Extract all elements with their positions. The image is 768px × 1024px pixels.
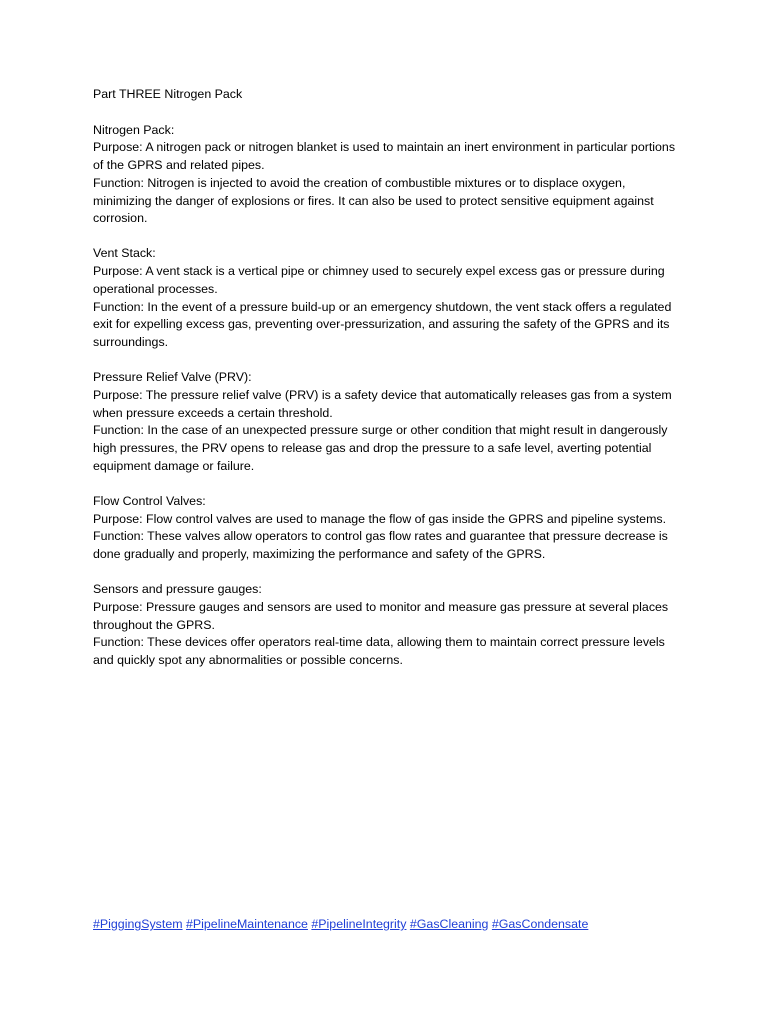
hashtag-link-pigging-system[interactable]: #PiggingSystem xyxy=(93,917,183,931)
hashtag-link-gas-cleaning[interactable]: #GasCleaning xyxy=(409,917,489,931)
section-heading: Nitrogen Pack: xyxy=(93,122,175,137)
section-vent-stack xyxy=(93,245,683,351)
section-purpose: Purpose: A vent stack is a vertical pipe or chimney used to securely expel excess gas or pressure during operational processes. xyxy=(93,264,665,296)
section-nitrogen-pack xyxy=(93,122,683,228)
section-function: Function: These valves allow operators to control gas flow rates and guarantee that pressure decrease is done gradually and properly, maximizing the performance and safety of the GPRS. xyxy=(93,529,668,561)
section-purpose: Purpose: Flow control valves are used to manage the flow of gas inside the GPRS and pipeline systems. xyxy=(93,511,667,526)
section-function: Function: These devices offer operators real-time data, allowing them to maintain correct pressure levels and quickly spot any abnormalities or possible concerns. xyxy=(93,635,665,667)
section-sensors-gauges xyxy=(93,581,683,670)
section-heading: Vent Stack: xyxy=(93,246,156,261)
hashtag-link-gas-condensate[interactable]: #GasCondensate xyxy=(491,917,589,931)
section-function: Function: Nitrogen is injected to avoid the creation of combustible mixtures or to displace oxygen, minimizing the danger of explosions or fires. It can also be used to protect sensitive equipment against corrosion. xyxy=(93,175,654,226)
section-heading: Pressure Relief Valve (PRV): xyxy=(93,370,252,385)
hashtag-link-pipeline-maintenance[interactable]: #PipelineMaintenance xyxy=(186,917,308,931)
section-pressure-relief-valve xyxy=(93,369,683,475)
hashtag-links xyxy=(93,916,588,934)
hashtag-link-pipeline-integrity[interactable]: #PipelineIntegrity xyxy=(311,917,407,931)
section-purpose: Purpose: Pressure gauges and sensors are used to monitor and measure gas pressure at several places throughout the GPRS. xyxy=(93,599,669,632)
section-function: Function: In the case of an unexpected pressure surge or other condition that might result in dangerously high pressures, the PRV opens to release gas and drop the pressure to a safe level, averting potential equipment damage or failure. xyxy=(93,423,668,473)
section-function: Function: In the event of a pressure build-up or an emergency shutdown, the vent stack offers a regulated exit for expelling excess gas, preventing over-pressurization, and assuring the safety of the GPRS and its surroundings. xyxy=(93,299,672,349)
document-title: Part THREE Nitrogen Pack xyxy=(93,87,243,101)
section-purpose: Purpose: The pressure relief valve (PRV) is a safety device that automatically releases gas from a system when pressure exceeds a certain threshold. xyxy=(93,387,672,420)
section-heading: Flow Control Valves: xyxy=(93,493,206,508)
section-purpose: Purpose: A nitrogen pack or nitrogen blanket is used to maintain an inert environment in particular portions of the GPRS and related pipes. xyxy=(93,140,676,173)
section-flow-control-valves xyxy=(93,493,683,564)
section-heading: Sensors and pressure gauges: xyxy=(93,582,262,597)
document-body xyxy=(93,86,683,687)
